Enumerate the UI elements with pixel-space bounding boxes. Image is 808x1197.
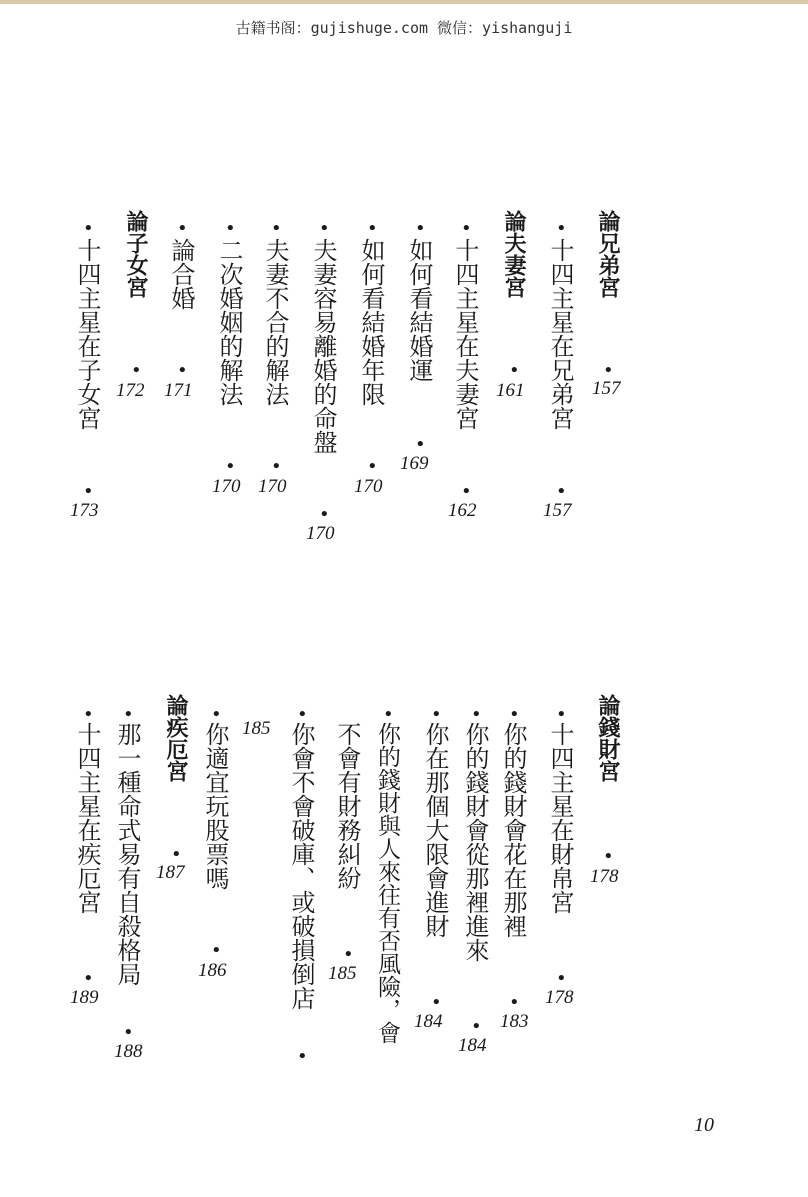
leader-dot: •: [556, 968, 567, 989]
toc-page-number: 178: [545, 987, 574, 1008]
toc-page-number: 171: [164, 380, 193, 401]
toc-title: 十四主星在疾厄宮: [73, 722, 101, 914]
bullet-dot: •: [431, 704, 442, 725]
bullet-dot: •: [415, 218, 426, 239]
toc-title: 你的錢財會從那裡進來: [461, 722, 489, 962]
toc-title: 十四主星在兄弟宮: [546, 238, 574, 430]
bullet-dot: •: [509, 704, 520, 725]
bullet-dot: •: [556, 704, 567, 725]
toc-page-number: 187: [156, 862, 185, 883]
leader-dot: •: [509, 360, 520, 381]
toc-title: 夫妻容易離婚的命盤: [309, 238, 337, 454]
toc-page-number: 157: [543, 500, 572, 521]
bullet-dot: •: [83, 704, 94, 725]
leader-dot: •: [471, 1016, 482, 1037]
toc-title: 論合婚: [167, 238, 195, 310]
leader-dot: •: [83, 481, 94, 502]
leader-dot: •: [271, 456, 282, 477]
bullet-dot: •: [297, 704, 308, 725]
toc-title: 論兄弟宮: [595, 210, 620, 298]
toc-title: 如何看結婚年限: [357, 238, 385, 406]
bullet-dot: •: [556, 218, 567, 239]
bullet-dot: •: [367, 218, 378, 239]
leader-dot: •: [509, 992, 520, 1013]
toc-page-number: 169: [400, 453, 429, 474]
toc-page-number: 170: [212, 476, 241, 497]
toc-title: 那一種命式易有自殺格局: [113, 722, 141, 986]
bullet-dot: •: [461, 218, 472, 239]
leader-dot: •: [461, 481, 472, 502]
bullet-dot: •: [123, 704, 134, 725]
toc-page-number: 173: [70, 500, 99, 521]
toc-title: 十四主星在夫妻宮: [451, 238, 479, 430]
bullet-dot: •: [471, 704, 482, 725]
bullet-dot: •: [383, 704, 394, 725]
toc-page-number: 189: [70, 987, 99, 1008]
toc-page-number: 188: [114, 1041, 143, 1062]
bullet-dot: •: [83, 218, 94, 239]
leader-dot: •: [131, 360, 142, 381]
bullet-dot: •: [211, 704, 222, 725]
toc-title: 你在那個大限會進財: [421, 722, 449, 938]
toc-title: 十四主星在子女宮: [73, 238, 101, 430]
leader-dot: •: [367, 456, 378, 477]
page-number: 10: [694, 1114, 714, 1136]
watermark-text: 古籍书阁：gujishuge.com 微信：yishanguji: [235, 19, 573, 37]
toc-page-number: 170: [306, 523, 335, 544]
toc-title-continuation: 不會有財務糾紛: [333, 722, 361, 890]
leader-dot: •: [603, 846, 614, 867]
toc-title: 你會不會破庫、或破損倒店: [287, 722, 315, 1010]
leader-dot: •: [225, 456, 236, 477]
bullet-dot: •: [271, 218, 282, 239]
toc-page-number: 172: [116, 380, 145, 401]
toc-page-number: 170: [258, 476, 287, 497]
toc-page-number: 185: [242, 718, 271, 739]
leader-dot: •: [556, 481, 567, 502]
toc-title: 論子女宮: [123, 210, 148, 298]
toc-page-number: 184: [458, 1035, 487, 1056]
leader-dot: •: [415, 434, 426, 455]
leader-dot: •: [431, 992, 442, 1013]
toc-page-number: 185: [328, 963, 357, 984]
toc-title: 夫妻不合的解法: [261, 238, 289, 406]
toc-title: 你的錢財會花在那裡: [499, 722, 527, 938]
toc-page-number: 162: [448, 500, 477, 521]
leader-dot: •: [297, 1046, 308, 1067]
toc-title: 論疾厄宮: [163, 694, 188, 782]
toc-page-number: 170: [354, 476, 383, 497]
toc-title: 如何看結婚運: [405, 238, 433, 382]
bullet-dot: •: [225, 218, 236, 239]
bullet-dot: •: [177, 218, 188, 239]
toc-page-number: 183: [500, 1011, 529, 1032]
leader-dot: •: [603, 360, 614, 381]
leader-dot: •: [171, 844, 182, 865]
leader-dot: •: [177, 360, 188, 381]
toc-page-number: 184: [414, 1011, 443, 1032]
toc-title: 十四主星在財帛宮: [546, 722, 574, 914]
toc-title: 二次婚姻的解法: [215, 238, 243, 406]
leader-dot: •: [343, 944, 354, 965]
top-border: [0, 0, 808, 4]
toc-title: 論夫妻宮: [501, 210, 526, 298]
leader-dot: •: [211, 940, 222, 961]
toc-page-number: 186: [198, 960, 227, 981]
toc-page-number: 157: [592, 378, 621, 399]
toc-page-number: 178: [590, 866, 619, 887]
toc-page-number: 161: [496, 380, 525, 401]
leader-dot: •: [83, 968, 94, 989]
toc-title: 論錢財宮: [595, 694, 620, 782]
toc-title: 你適宜玩股票嗎: [201, 722, 229, 890]
bullet-dot: •: [319, 218, 330, 239]
leader-dot: •: [319, 504, 330, 525]
toc-title: 你的錢財與人來往有否風險，會: [374, 722, 400, 1044]
leader-dot: •: [123, 1022, 134, 1043]
